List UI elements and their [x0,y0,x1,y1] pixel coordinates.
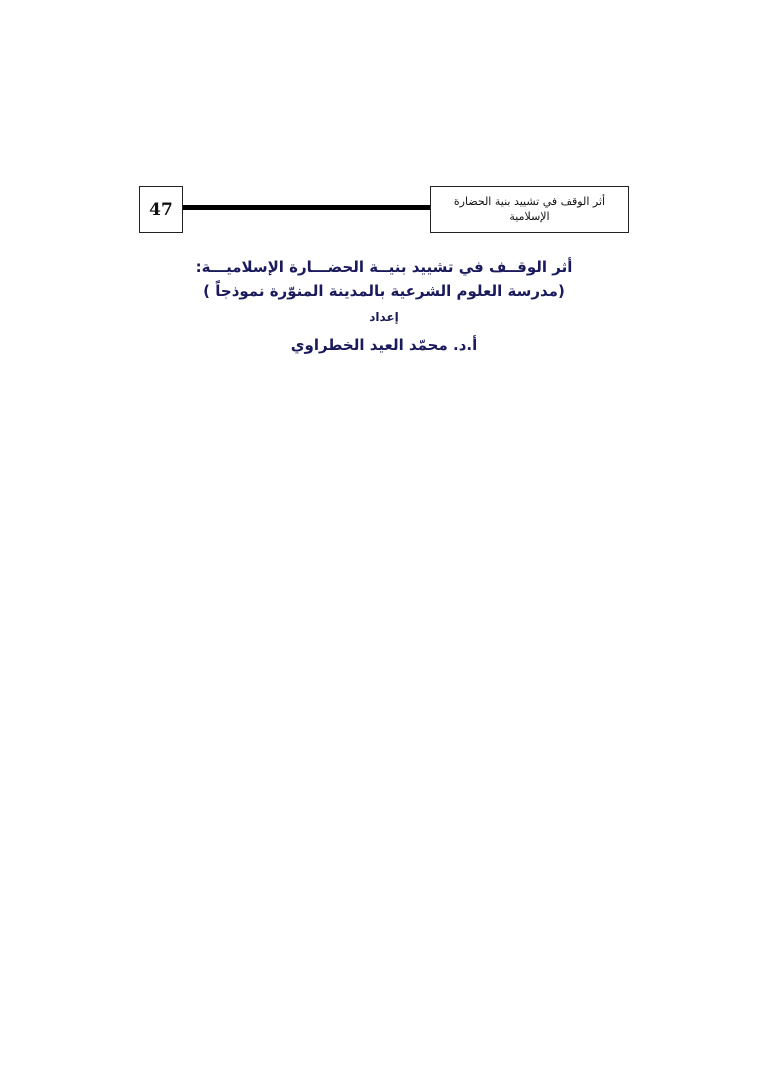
article-title-line-1: أثر الوقــف في تشييد بنيــة الحضـــارة الإسلاميـــة: [195,258,573,276]
article-title [180,255,588,303]
author-name: أ.د. محمّد العيد الخطراوي [290,336,478,354]
running-header-title: أثر الوقف في تشييد بنية الحضارة الإسلامية [430,186,629,233]
article-title-line-2: (مدرسة العلوم الشرعية بالمدينة المنوّرة نموذجاً ) [203,282,565,300]
prepared-by-label: إعداد [369,310,399,324]
page-number: 47 [139,186,183,233]
header-divider-line [183,205,430,210]
